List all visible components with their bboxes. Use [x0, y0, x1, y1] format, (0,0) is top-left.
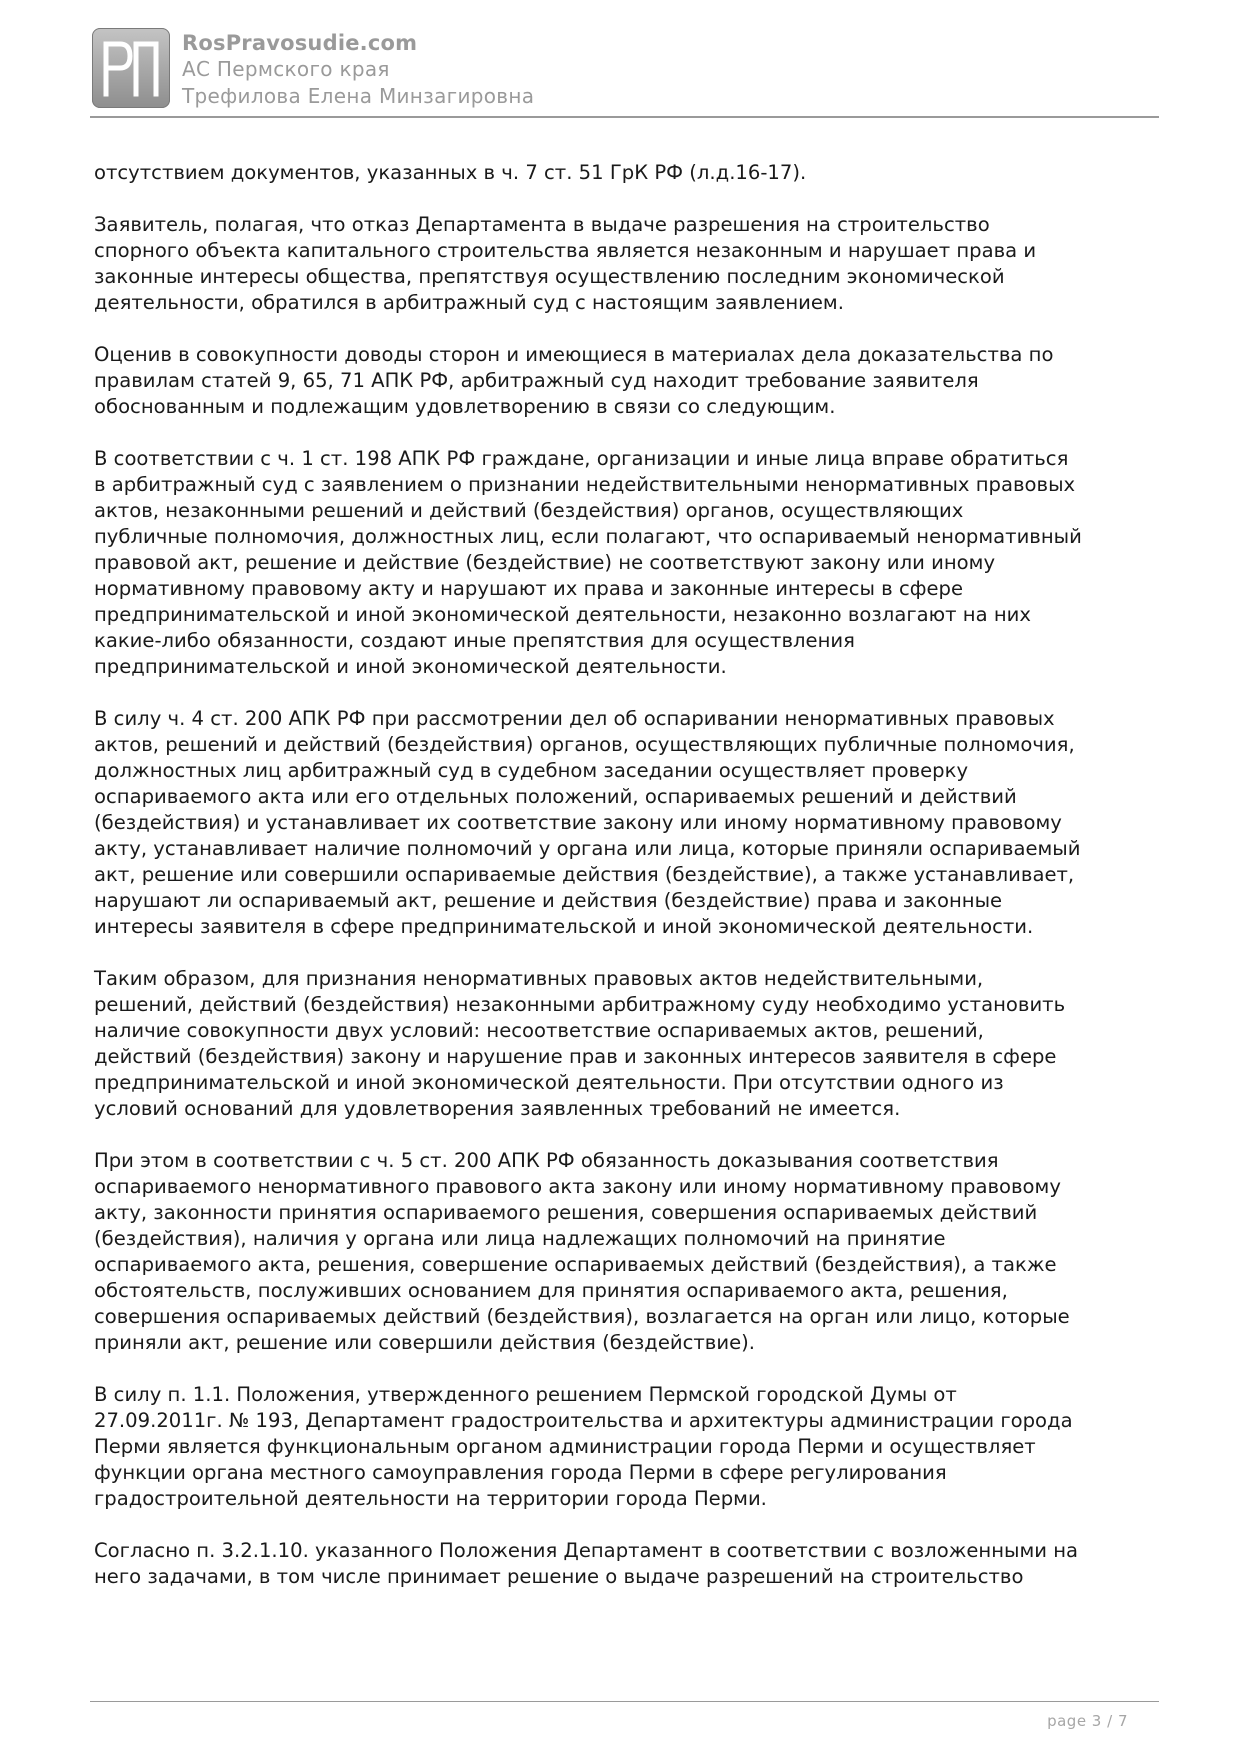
text-line: В силу ч. 4 ст. 200 АПК РФ при рассмотрении дел об оспаривании ненормативных правовых [94, 707, 1055, 730]
text-line: (бездействия), наличия у органа или лица надлежащих полномочий на принятие [94, 1227, 946, 1250]
paragraph [94, 212, 1160, 316]
text-line: оспариваемого акта или его отдельных положений, оспариваемых решений и действий [94, 785, 1017, 808]
text-line: совершения оспариваемых действий (бездействия), возлагается на орган или лицо, которые [94, 1305, 1070, 1328]
text-line: акту, законности принятия оспариваемого решения, совершения оспариваемых действий [94, 1201, 1038, 1224]
text-line: нарушают ли оспариваемый акт, решение и действия (бездействие) права и законные [94, 889, 1003, 912]
text-line: правилам статей 9, 65, 71 АПК РФ, арбитражный суд находит требование заявителя [94, 369, 979, 392]
text-line: законные интересы общества, препятствуя осуществлению последним экономической [94, 265, 1005, 288]
text-line: решений, действий (бездействия) незаконными арбитражному суду необходимо установить [94, 993, 1066, 1016]
paragraph [94, 706, 1160, 940]
paragraph [94, 1148, 1160, 1356]
text-line: приняли акт, решение или совершили действия (бездействие). [94, 1331, 756, 1354]
text-line: актов, незаконными решений и действий (бездействия) органов, осуществляющих [94, 499, 964, 522]
site-info [182, 30, 534, 110]
text-line: публичные полномочия, должностных лиц, если полагают, что оспариваемый ненормативный [94, 525, 1082, 548]
footer-divider [90, 1701, 1159, 1702]
text-line: В силу п. 1.1. Положения, утвержденного решением Пермской городской Думы от [94, 1383, 957, 1406]
judge-name: Трефилова Елена Минзагировна [182, 84, 535, 108]
text-line: отсутствием документов, указанных в ч. 7 ст. 51 ГрК РФ (л.д.16-17). [94, 161, 807, 184]
text-line: условий оснований для удовлетворения заявленных требований не имеется. [94, 1097, 901, 1120]
court-name: АС Пермского края [182, 57, 390, 81]
text-line: Оценив в совокупности доводы сторон и имеющиеся в материалах дела доказательства по [94, 343, 1054, 366]
text-line: в арбитражный суд с заявлением о признании недействительными ненормативных правовых [94, 473, 1076, 496]
text-line: 27.09.2011г. № 193, Департамент градостроительства и архитектуры администрации города [94, 1409, 1073, 1432]
text-line: Заявитель, полагая, что отказ Департамента в выдаче разрешения на строительство [94, 213, 990, 236]
text-line: интересы заявителя в сфере предпринимательской и иной экономической деятельности. [94, 915, 1034, 938]
text-line: функции органа местного самоуправления города Перми в сфере регулирования [94, 1461, 947, 1484]
text-line: предпринимательской и иной экономической деятельности. При отсутствии одного из [94, 1071, 1004, 1094]
page-header [92, 28, 1158, 114]
text-line: обоснованным и подлежащим удовлетворению в связи со следующим. [94, 395, 836, 418]
document-body [94, 160, 1160, 1616]
text-line: В соответствии с ч. 1 ст. 198 АПК РФ граждане, организации и иные лица вправе обратиться [94, 447, 1069, 470]
text-line: оспариваемого акта, решения, совершение оспариваемых действий (бездействия), а также [94, 1253, 1057, 1276]
paragraph [94, 446, 1160, 680]
paragraph [94, 1382, 1160, 1512]
text-line: Таким образом, для признания ненормативных правовых актов недействительными, [94, 967, 984, 990]
text-line: акту, устанавливает наличие полномочий у органа или лица, которые приняли оспариваемый [94, 837, 1081, 860]
text-line: обстоятельств, послуживших основанием для принятия оспариваемого акта, решения, [94, 1279, 1008, 1302]
paragraph [94, 160, 1160, 186]
rp-logo-icon [92, 28, 170, 108]
site-name[interactable]: RosPravosudie.com [182, 31, 418, 55]
paragraph [94, 966, 1160, 1122]
header-divider [90, 116, 1159, 118]
text-line: Перми является функциональным органом администрации города Перми и осуществляет [94, 1435, 1036, 1458]
text-line: актов, решений и действий (бездействия) органов, осуществляющих публичные полномочия, [94, 733, 1075, 756]
text-line: Согласно п. 3.2.1.10. указанного Положения Департамент в соответствии с возложенными на [94, 1539, 1079, 1562]
page-number: page 3 / 7 [1047, 1712, 1128, 1730]
text-line: (бездействия) и устанавливает их соответствие закону или иному нормативному правовому [94, 811, 1062, 834]
text-line: наличие совокупности двух условий: несоответствие оспариваемых актов, решений, [94, 1019, 984, 1042]
paragraph [94, 1538, 1160, 1590]
text-line: градостроительной деятельности на территории города Перми. [94, 1487, 767, 1510]
text-line: спорного объекта капитального строительства является незаконным и нарушает права и [94, 239, 1037, 262]
text-line: акт, решение или совершили оспариваемые действия (бездействие), а также устанавливает, [94, 863, 1075, 886]
text-line: При этом в соответствии с ч. 5 ст. 200 АПК РФ обязанность доказывания соответствия [94, 1149, 999, 1172]
text-line: предпринимательской и иной экономической деятельности. [94, 655, 727, 678]
text-line: нормативному правовому акту и нарушают их права и законные интересы в сфере [94, 577, 964, 600]
text-line: деятельности, обратился в арбитражный суд с настоящим заявлением. [94, 291, 844, 314]
text-line: правовой акт, решение и действие (бездействие) не соответствуют закону или иному [94, 551, 996, 574]
text-line: предпринимательской и иной экономической деятельности, незаконно возлагают на них [94, 603, 1031, 626]
text-line: него задачами, в том числе принимает решение о выдаче разрешений на строительство [94, 1565, 1024, 1588]
text-line: оспариваемого ненормативного правового акта закону или иному нормативному правовому [94, 1175, 1061, 1198]
text-line: какие-либо обязанности, создают иные препятствия для осуществления [94, 629, 855, 652]
paragraph [94, 342, 1160, 420]
text-line: действий (бездействия) закону и нарушение прав и законных интересов заявителя в сфере [94, 1045, 1057, 1068]
text-line: должностных лиц арбитражный суд в судебном заседании осуществляет проверку [94, 759, 969, 782]
